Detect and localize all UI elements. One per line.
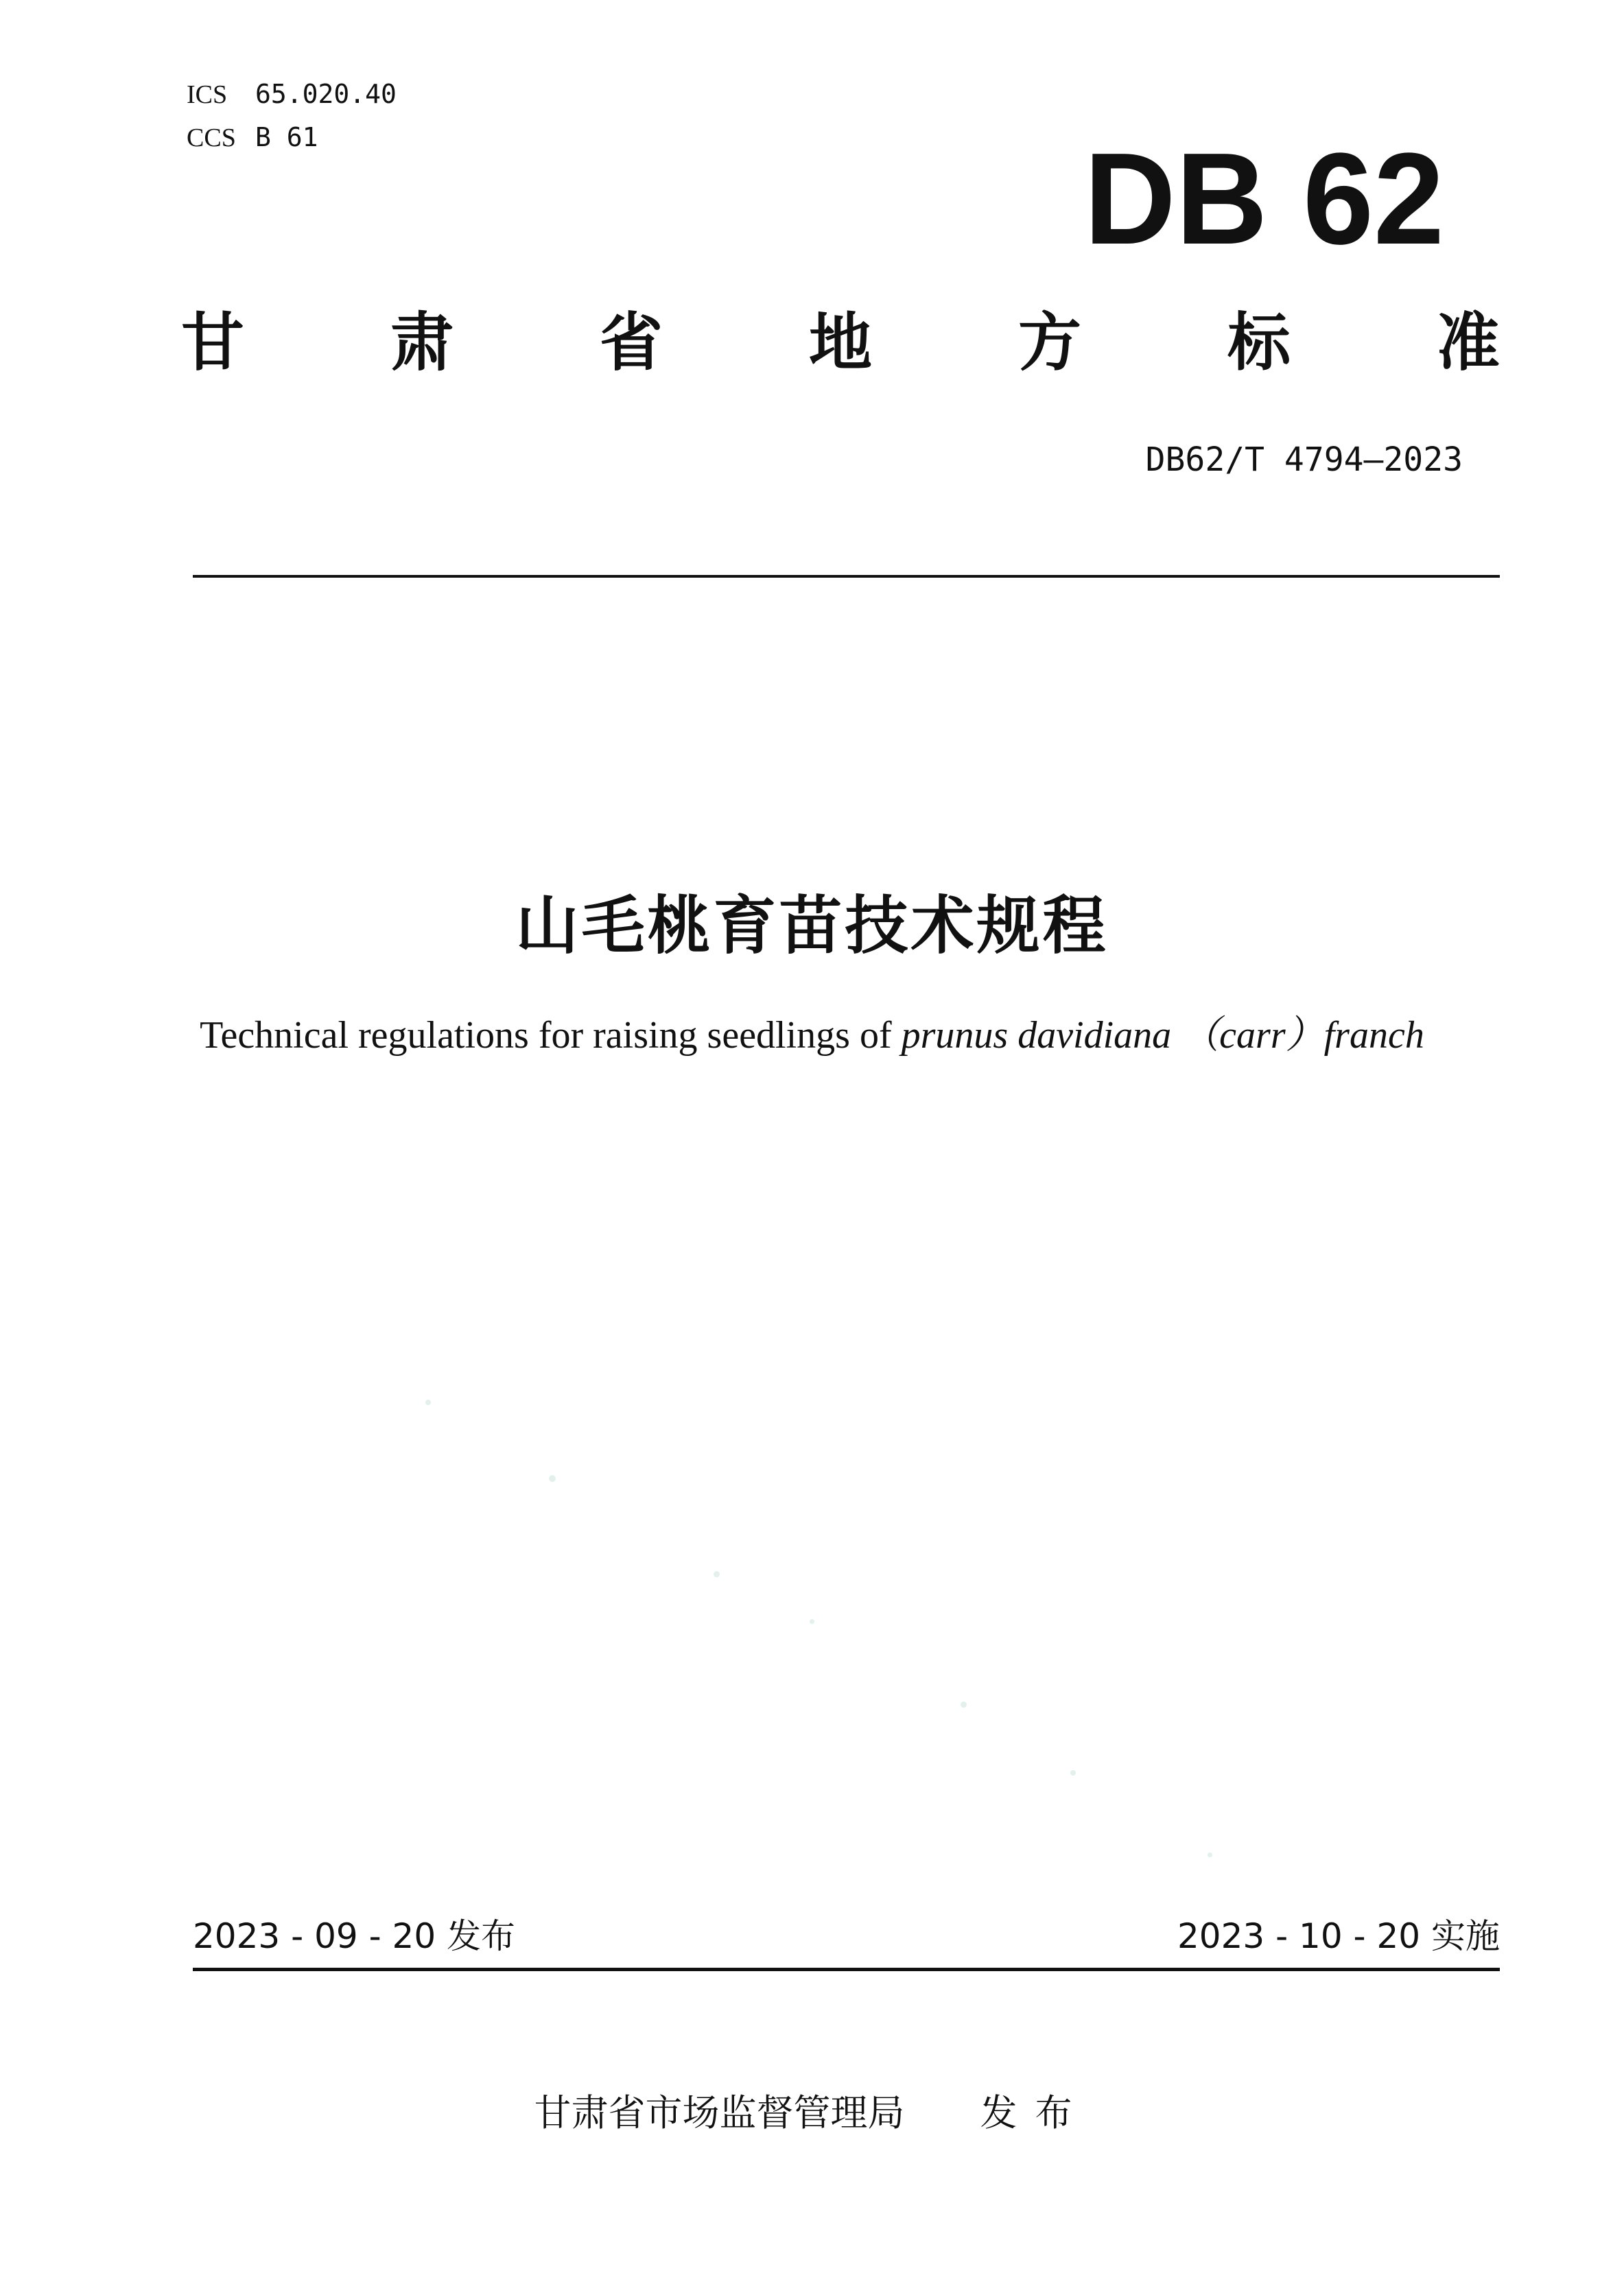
publish-date: 2023 - 09 - 20 发布	[193, 1916, 516, 1956]
implement-date: 2023 - 10 - 20 实施	[1177, 1916, 1500, 1956]
ccs-value: B 61	[255, 122, 318, 152]
document-title-en	[0, 1011, 1624, 1059]
standard-number: DB62/T 4794—2023	[1145, 440, 1463, 479]
ics-label: ICS	[187, 80, 228, 109]
standard-type-char: 准	[1436, 306, 1500, 379]
standard-type-char: 甘	[180, 306, 244, 379]
ccs-label: CCS	[187, 123, 236, 152]
ccs-line	[187, 122, 318, 153]
top-divider	[193, 575, 1500, 578]
ics-line	[187, 79, 397, 110]
issuer-name: 甘肃省市场监督管理局	[534, 2091, 905, 2134]
db62-logo	[1084, 141, 1448, 257]
scan-speck	[714, 1571, 720, 1577]
logo-text: DB 62	[1084, 141, 1444, 257]
issuer-action: 发布	[980, 2091, 1090, 2134]
scan-speck	[425, 1400, 431, 1405]
standard-type-char: 标	[1227, 306, 1291, 379]
ics-value: 65.020.40	[255, 79, 397, 109]
document-title-zh: 山毛桃育苗技术规程	[515, 889, 1109, 963]
title-en-species: prunus davidiana （carr）franch	[901, 1014, 1424, 1057]
title-en-prefix: Technical regulations for raising seedlings of	[200, 1014, 892, 1057]
scan-speck	[1208, 1852, 1212, 1857]
scan-speck	[961, 1702, 967, 1708]
standard-type-char: 省	[599, 306, 663, 379]
bottom-divider	[193, 1968, 1500, 1971]
standard-type-char: 方	[1017, 306, 1081, 379]
scan-speck	[549, 1475, 556, 1482]
scan-speck	[810, 1619, 814, 1624]
standard-type-char: 地	[808, 306, 872, 379]
scan-speck	[1070, 1770, 1076, 1776]
standard-type-char: 肃	[390, 306, 454, 379]
issuer-line	[0, 2089, 1624, 2137]
